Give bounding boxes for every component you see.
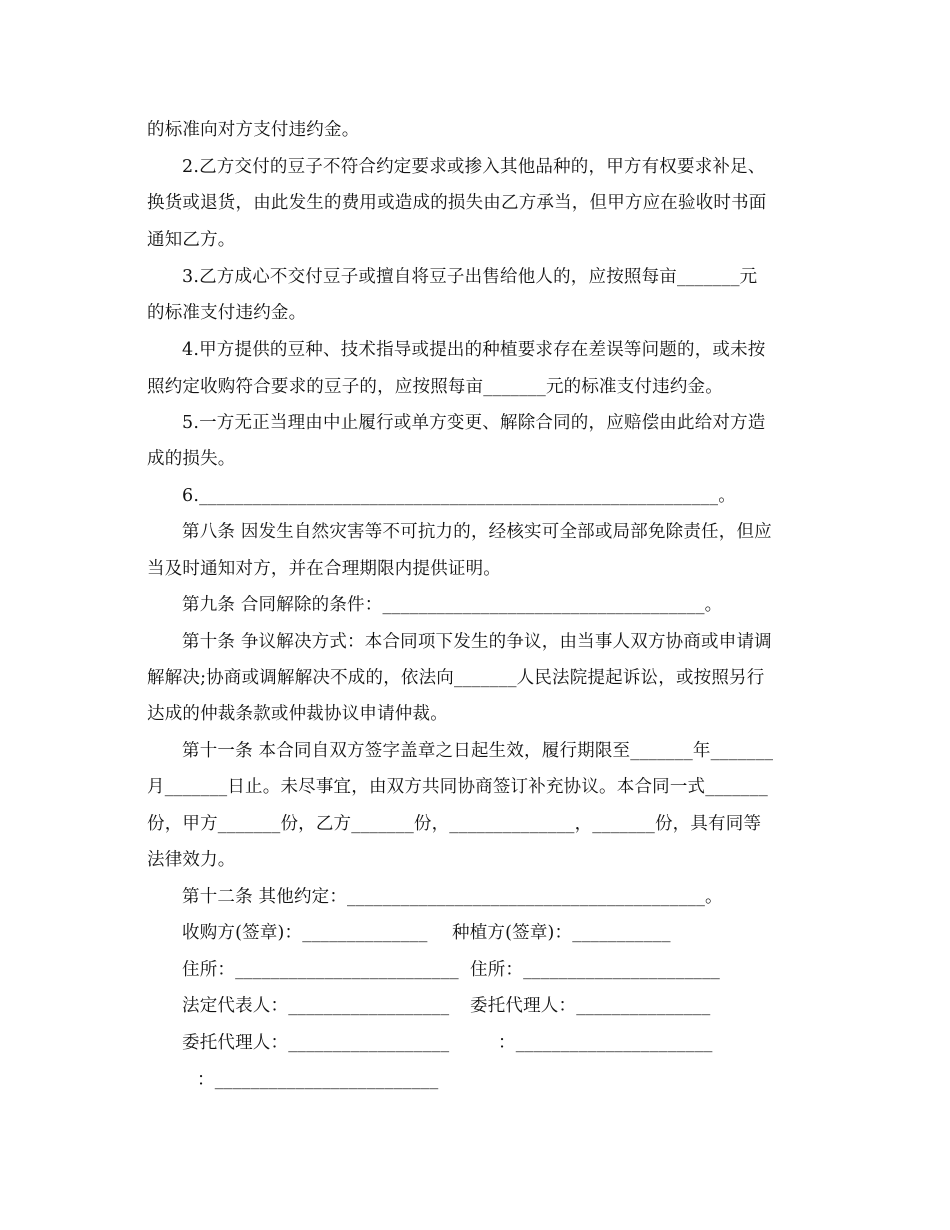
- text-line: 3.乙方成心不交付豆子或擅自将豆子出售给他人的，应按照每亩_______元: [182, 267, 758, 287]
- text-line: 第八条 因发生自然灾害等不可抗力的，经核实可全部或局部免除责任，但应: [182, 522, 772, 542]
- signature-left: 法定代表人：__________________: [182, 996, 450, 1016]
- text-line: 4.甲方提供的豆种、技术指导或提出的种植要求存在差误等问题的，或未按: [182, 340, 766, 360]
- text-line: ：_________________________: [197, 1070, 439, 1090]
- text-line: 6.__________________________________________________________。: [182, 486, 736, 506]
- text-line: 法律效力。: [147, 850, 236, 870]
- text-line: 的标准支付违约金。: [147, 303, 307, 323]
- text-line: 第十一条 本合同自双方签字盖章之日起生效，履行期限至_______年_______: [182, 741, 774, 761]
- text-line: 5.一方无正当理由中止履行或单方变更、解除合同的，应赔偿由此给对方造: [182, 413, 766, 433]
- text-line: 的标准向对方支付违约金。: [147, 120, 360, 140]
- text-line: 当及时通知对方，并在合理期限内提供证明。: [147, 559, 501, 579]
- signature-left: 委托代理人：__________________: [182, 1033, 450, 1053]
- text-line: 成的损失。: [147, 449, 236, 469]
- signature-left: 住所：_________________________: [182, 960, 459, 980]
- text-line: 第十条 争议解决方式：本合同项下发生的争议，由当事人双方协商或申请调: [182, 632, 772, 652]
- text-line: 月_______日止。未尽事宜，由双方共同协商签订补充协议。本合同一式_______: [147, 777, 768, 797]
- text-line: 解解决;协商或调解解决不成的，依法向_______人民法院提起诉讼，或按照另行: [147, 668, 765, 688]
- text-line: 第十二条 其他约定：________________________________________。: [182, 887, 723, 907]
- signature-right: ：______________________: [498, 1033, 713, 1053]
- signature-left: 收购方(签章)：______________: [182, 923, 428, 943]
- signature-row: [182, 1031, 713, 1055]
- signature-row: [182, 921, 671, 945]
- signature-row: [182, 994, 710, 1018]
- signature-right: 住所：______________________: [470, 960, 720, 980]
- text-line: 通知乙方。: [147, 230, 236, 250]
- text-line: 第九条 合同解除的条件：____________________________________。: [182, 595, 723, 615]
- signature-right: 种植方(签章)：___________: [452, 923, 671, 943]
- text-line: 份，甲方_______份，乙方_______份，______________，_______份，具有同等: [147, 814, 762, 834]
- text-line: 换货或退货，由此发生的费用或造成的损失由乙方承当，但甲方应在验收时书面: [147, 193, 767, 213]
- text-line: 达成的仲裁条款或仲裁协议申请仲裁。: [147, 704, 448, 724]
- signature-right: 委托代理人：_______________: [470, 996, 711, 1016]
- text-line: 2.乙方交付的豆子不符合约定要求或掺入其他品种的，甲方有权要求补足、: [182, 157, 766, 177]
- text-line: 照约定收购符合要求的豆子的，应按照每亩_______元的标准支付违约金。: [147, 377, 723, 397]
- signature-row: [182, 958, 720, 982]
